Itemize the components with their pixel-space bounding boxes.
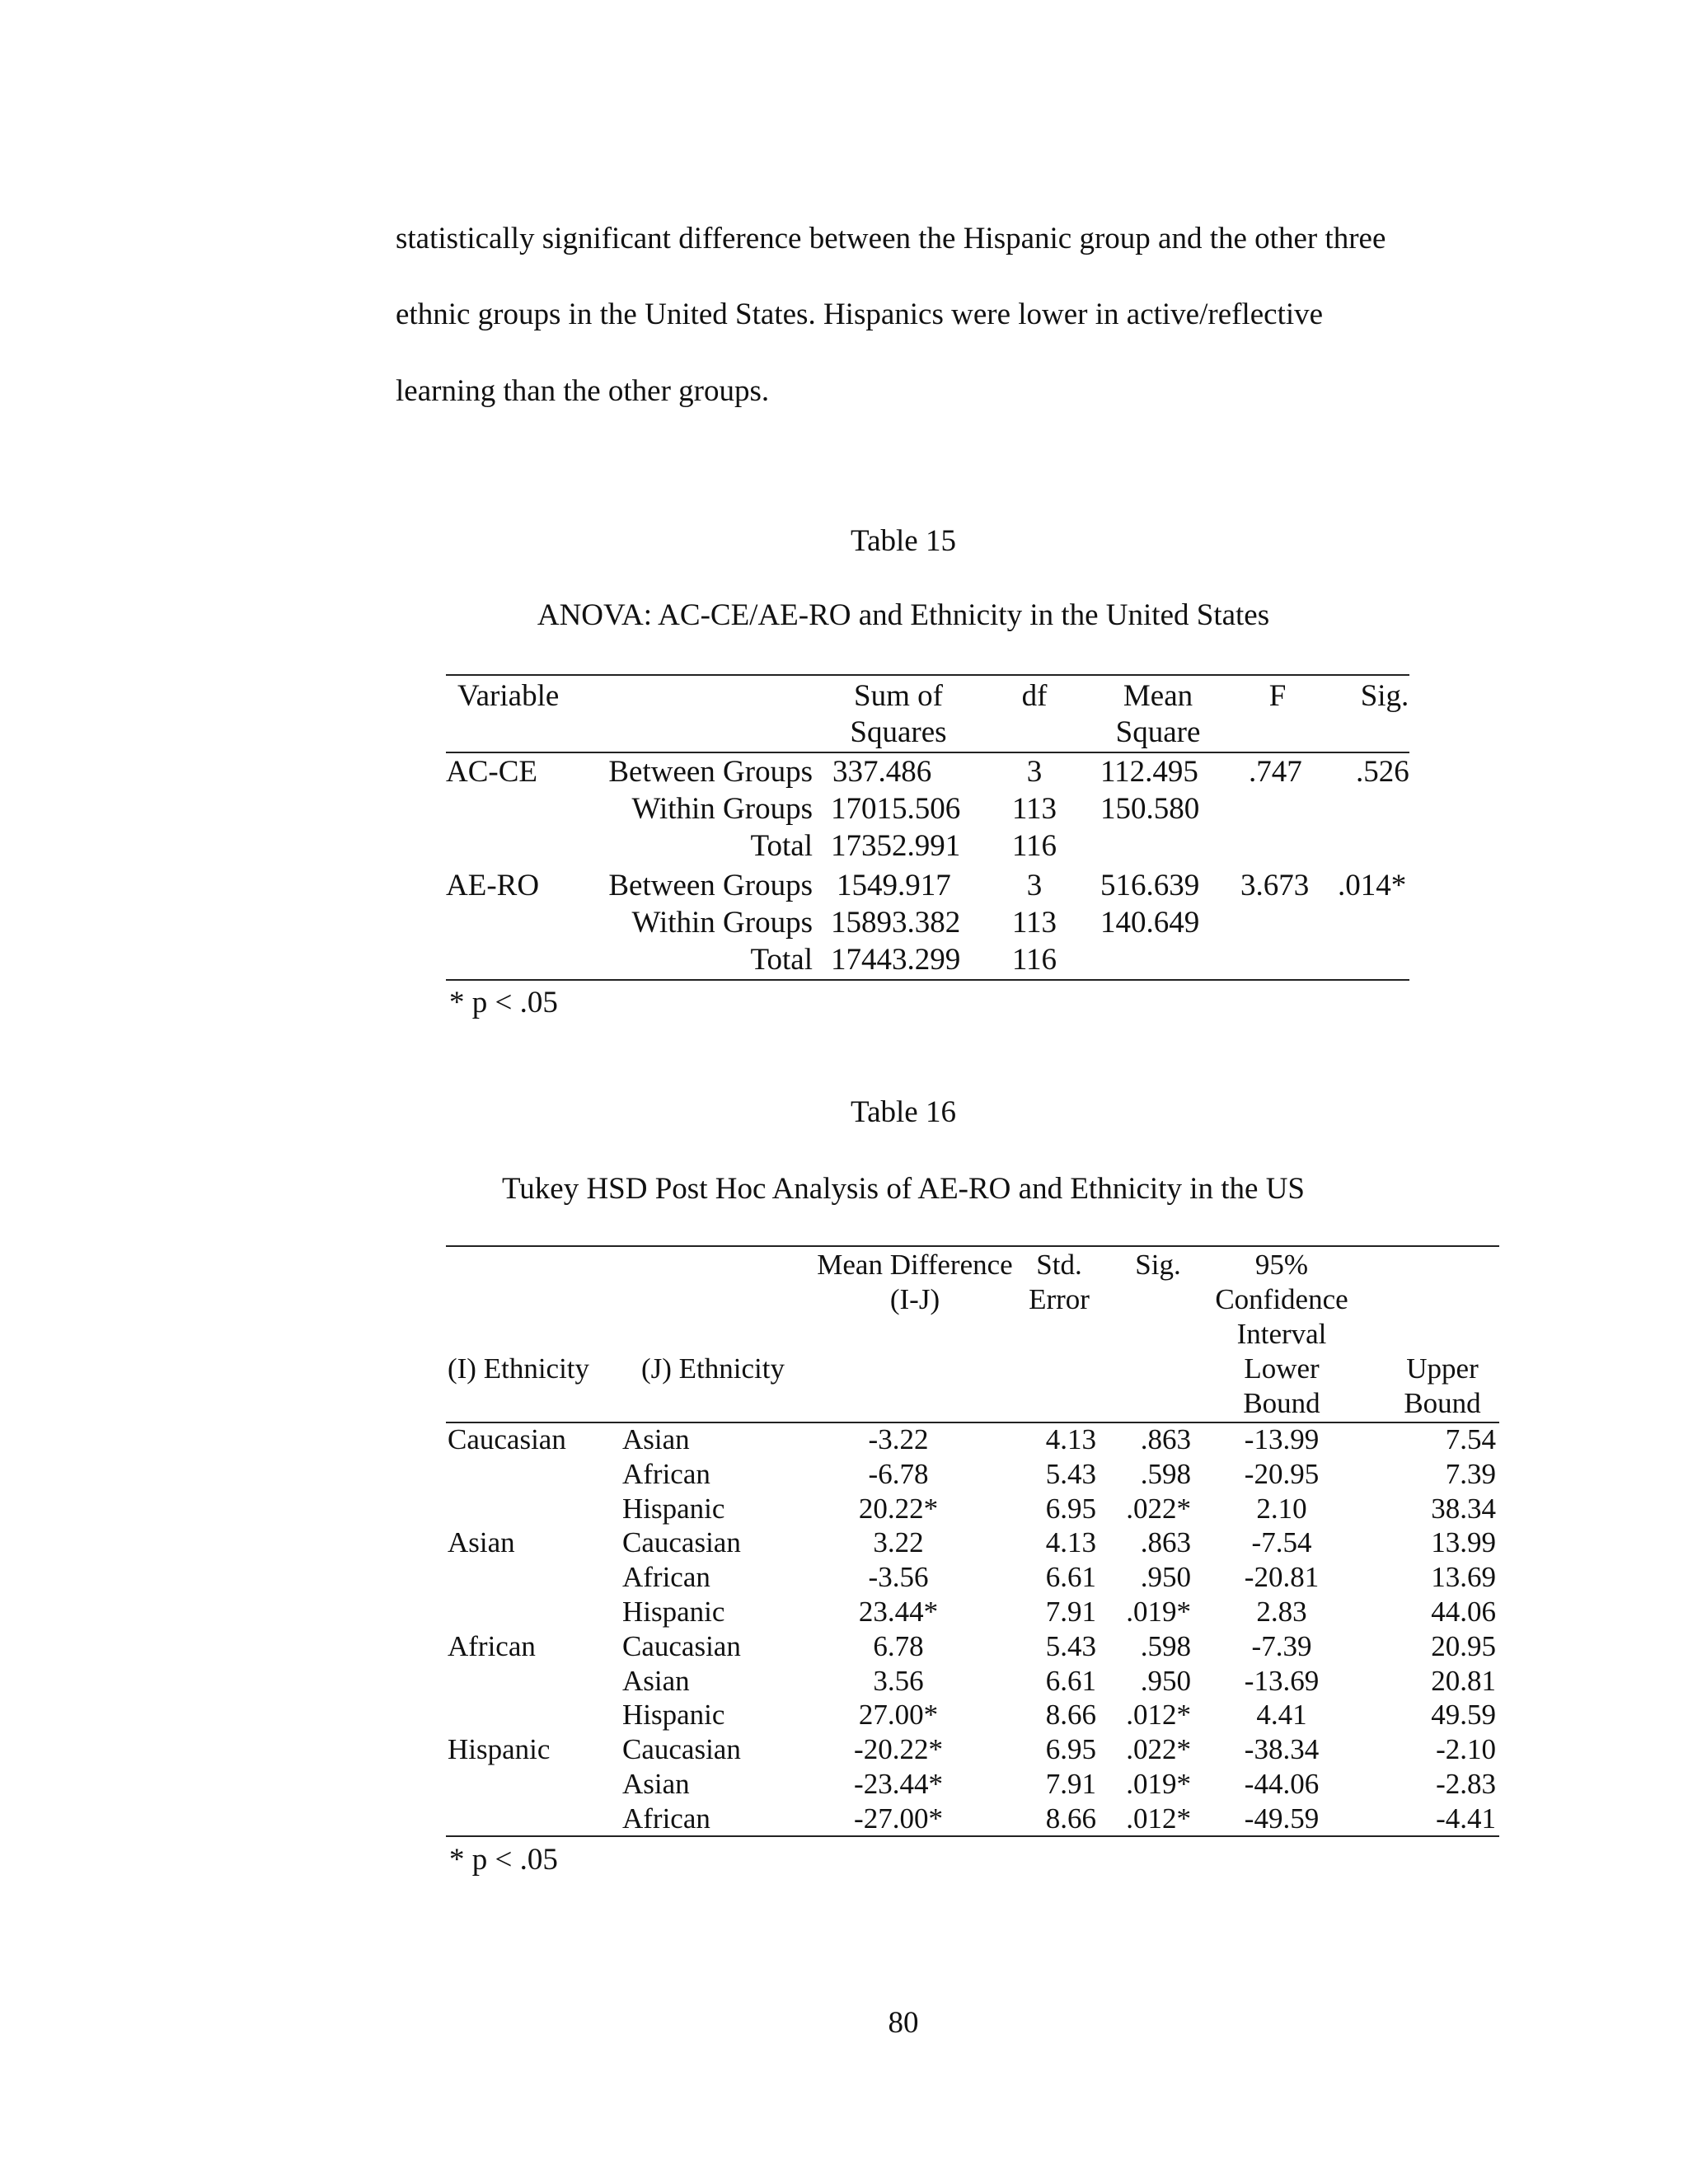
t15-header-ms-1: Mean <box>1123 679 1193 713</box>
t15-source: Within Groups <box>631 906 813 940</box>
t15-df: 113 <box>1011 792 1057 826</box>
t16-mean-difference: -23.44* <box>854 1768 943 1800</box>
t16-upper-bound: 38.34 <box>1431 1493 1496 1525</box>
t16-upper-bound: 20.81 <box>1431 1665 1496 1697</box>
t16-sig: .012* <box>1126 1699 1191 1731</box>
t15-header-ms-2: Square <box>1115 715 1201 749</box>
table-15-top-rule <box>446 674 1409 676</box>
t16-std-error: 6.61 <box>1045 1561 1096 1593</box>
t16-std-error: 5.43 <box>1045 1458 1096 1490</box>
t16-upper-bound: 13.99 <box>1431 1526 1496 1558</box>
t16-header-lower-2: Bound <box>1243 1387 1320 1419</box>
t15-header-df: df <box>1021 679 1048 713</box>
t16-sig: .950 <box>1140 1561 1191 1593</box>
t16-mean-difference: -27.00* <box>854 1802 943 1835</box>
t16-mean-difference: 6.78 <box>873 1630 924 1662</box>
t16-lower-bound: -20.81 <box>1244 1561 1320 1593</box>
t16-mean-difference: -6.78 <box>868 1458 929 1490</box>
t15-ss: 17443.299 <box>831 943 961 977</box>
t16-std-error: 5.43 <box>1045 1630 1096 1662</box>
page-number: 80 <box>888 2006 919 2040</box>
t16-header-j-ethnicity: (J) Ethnicity <box>641 1352 785 1385</box>
t16-mean-difference: 3.22 <box>873 1526 924 1558</box>
t16-header-ci-3: Interval <box>1236 1318 1327 1350</box>
t16-j-ethnicity: Hispanic <box>622 1699 725 1731</box>
t16-j-ethnicity: African <box>622 1802 710 1835</box>
t15-source: Total <box>750 943 813 977</box>
t16-lower-bound: 4.41 <box>1256 1699 1307 1731</box>
t16-sig: .022* <box>1126 1493 1191 1525</box>
t16-header-upper-1: Upper <box>1406 1352 1479 1385</box>
t16-sig: .012* <box>1126 1802 1191 1835</box>
t16-lower-bound: -13.69 <box>1244 1665 1320 1697</box>
t15-header-variable: Variable <box>457 679 560 713</box>
t16-upper-bound: 7.54 <box>1445 1423 1496 1455</box>
t16-lower-bound: -7.39 <box>1251 1630 1312 1662</box>
t16-sig: .598 <box>1140 1458 1191 1490</box>
t15-ms: 516.639 <box>1100 869 1200 902</box>
t16-header-ci-2: Confidence <box>1215 1283 1348 1315</box>
t16-mean-difference: 27.00* <box>858 1699 939 1731</box>
t16-sig: .022* <box>1126 1733 1191 1765</box>
t16-upper-bound: 20.95 <box>1431 1630 1496 1662</box>
t15-ss: 17015.506 <box>831 792 961 826</box>
t15-ss: 17352.991 <box>831 829 961 863</box>
t15-sig: .014* <box>1338 869 1407 902</box>
t16-sig: .950 <box>1140 1665 1191 1697</box>
t16-upper-bound: -2.83 <box>1436 1768 1496 1800</box>
t16-lower-bound: -49.59 <box>1244 1802 1320 1835</box>
t16-upper-bound: 7.39 <box>1445 1458 1496 1490</box>
t16-mean-difference: 20.22* <box>858 1493 939 1525</box>
t16-j-ethnicity: Asian <box>622 1768 690 1800</box>
t16-header-upper-2: Bound <box>1404 1387 1481 1419</box>
table-16-title: Tukey HSD Post Hoc Analysis of AE-RO and Ethnicity in the US <box>501 1172 1305 1206</box>
t15-ss: 1549.917 <box>837 869 951 902</box>
t16-j-ethnicity: Hispanic <box>622 1596 725 1628</box>
t16-mean-difference: -3.56 <box>868 1561 929 1593</box>
t16-j-ethnicity: Asian <box>622 1423 690 1455</box>
table-15-label: Table 15 <box>851 524 956 558</box>
t16-header-std-2: Error <box>1029 1283 1090 1315</box>
t16-sig: .598 <box>1140 1630 1191 1662</box>
t15-f: .747 <box>1249 755 1302 789</box>
t15-variable: AE-RO <box>446 869 540 902</box>
t15-header-f: F <box>1268 679 1287 713</box>
table-15-title: ANOVA: AC-CE/AE-RO and Ethnicity in the United States <box>537 598 1270 632</box>
paragraph-line-3: learning than the other groups. <box>396 374 770 408</box>
t15-df: 113 <box>1011 906 1057 940</box>
t16-upper-bound: -2.10 <box>1436 1733 1496 1765</box>
t15-ss: 337.486 <box>832 755 932 789</box>
table-15-header-rule <box>446 752 1409 753</box>
t15-source: Between Groups <box>608 755 813 789</box>
t16-i-ethnicity: Asian <box>448 1526 515 1558</box>
t16-header-md-2: (I-J) <box>889 1283 940 1315</box>
t16-std-error: 8.66 <box>1045 1802 1096 1835</box>
t16-i-ethnicity: Hispanic <box>448 1733 551 1765</box>
t16-std-error: 4.13 <box>1045 1526 1096 1558</box>
t16-j-ethnicity: Caucasian <box>622 1630 741 1662</box>
t16-header-std-1: Std. <box>1036 1249 1082 1281</box>
paragraph-line-2: ethnic groups in the United States. Hispanics were lower in active/reflective <box>396 298 1324 331</box>
t15-ms: 112.495 <box>1100 755 1198 789</box>
t15-header-ss-1: Sum of <box>854 679 943 713</box>
t16-std-error: 4.13 <box>1045 1423 1096 1455</box>
t15-df: 116 <box>1011 829 1057 863</box>
t16-upper-bound: -4.41 <box>1436 1802 1496 1835</box>
table-16-top-rule <box>446 1245 1499 1247</box>
t15-df: 3 <box>1026 755 1043 789</box>
t16-header-md-1: Mean Difference <box>817 1249 1013 1281</box>
t15-source: Within Groups <box>631 792 813 826</box>
t16-mean-difference: -3.22 <box>868 1423 929 1455</box>
t16-lower-bound: -13.99 <box>1244 1423 1320 1455</box>
t16-i-ethnicity: Caucasian <box>448 1423 566 1455</box>
t15-sig: .526 <box>1356 755 1409 789</box>
t16-footnote: * p < .05 <box>449 1843 558 1877</box>
t16-sig: .863 <box>1140 1423 1191 1455</box>
t16-j-ethnicity: Hispanic <box>622 1493 725 1525</box>
t15-ms: 140.649 <box>1100 906 1200 940</box>
t16-sig: .019* <box>1126 1768 1191 1800</box>
t16-lower-bound: 2.83 <box>1256 1596 1307 1628</box>
t16-std-error: 6.61 <box>1045 1665 1096 1697</box>
t16-header-lower-1: Lower <box>1244 1352 1320 1385</box>
t16-lower-bound: -20.95 <box>1244 1458 1320 1490</box>
t16-header-ci-1: 95% <box>1254 1249 1309 1281</box>
table-16-bottom-rule <box>446 1835 1499 1837</box>
t16-sig: .863 <box>1140 1526 1191 1558</box>
t16-lower-bound: -44.06 <box>1244 1768 1320 1800</box>
t16-lower-bound: 2.10 <box>1256 1493 1307 1525</box>
t16-header-i-ethnicity: (I) Ethnicity <box>448 1352 590 1385</box>
t16-std-error: 7.91 <box>1045 1596 1096 1628</box>
t15-source: Total <box>750 829 813 863</box>
t16-mean-difference: 3.56 <box>873 1665 924 1697</box>
t16-j-ethnicity: Asian <box>622 1665 690 1697</box>
paragraph-line-1: statistically significant difference between the Hispanic group and the other three <box>396 222 1386 255</box>
t16-upper-bound: 44.06 <box>1431 1596 1496 1628</box>
t16-std-error: 6.95 <box>1045 1733 1096 1765</box>
table-15-bottom-rule <box>446 979 1409 981</box>
t15-header-sig: Sig. <box>1360 679 1409 713</box>
t16-j-ethnicity: African <box>622 1458 710 1490</box>
t16-i-ethnicity: African <box>448 1630 536 1662</box>
t16-j-ethnicity: African <box>622 1561 710 1593</box>
t16-j-ethnicity: Caucasian <box>622 1526 741 1558</box>
t16-mean-difference: -20.22* <box>854 1733 943 1765</box>
t15-source: Between Groups <box>608 869 813 902</box>
t15-ss: 15893.382 <box>831 906 961 940</box>
t16-std-error: 7.91 <box>1045 1768 1096 1800</box>
t16-std-error: 6.95 <box>1045 1493 1096 1525</box>
t15-ms: 150.580 <box>1100 792 1200 826</box>
t15-df: 116 <box>1011 943 1057 977</box>
t16-lower-bound: -38.34 <box>1244 1733 1320 1765</box>
t16-mean-difference: 23.44* <box>858 1596 939 1628</box>
t15-header-ss-2: Squares <box>850 715 947 749</box>
t16-header-sig: Sig. <box>1135 1249 1181 1281</box>
t16-lower-bound: -7.54 <box>1251 1526 1312 1558</box>
t16-j-ethnicity: Caucasian <box>622 1733 741 1765</box>
t15-f: 3.673 <box>1240 869 1310 902</box>
t16-sig: .019* <box>1126 1596 1191 1628</box>
t15-footnote: * p < .05 <box>449 986 558 1019</box>
t15-variable: AC-CE <box>446 755 537 789</box>
t16-std-error: 8.66 <box>1045 1699 1096 1731</box>
t16-upper-bound: 13.69 <box>1431 1561 1496 1593</box>
t15-df: 3 <box>1026 869 1043 902</box>
table-16-label: Table 16 <box>851 1095 956 1129</box>
t16-upper-bound: 49.59 <box>1431 1699 1496 1731</box>
